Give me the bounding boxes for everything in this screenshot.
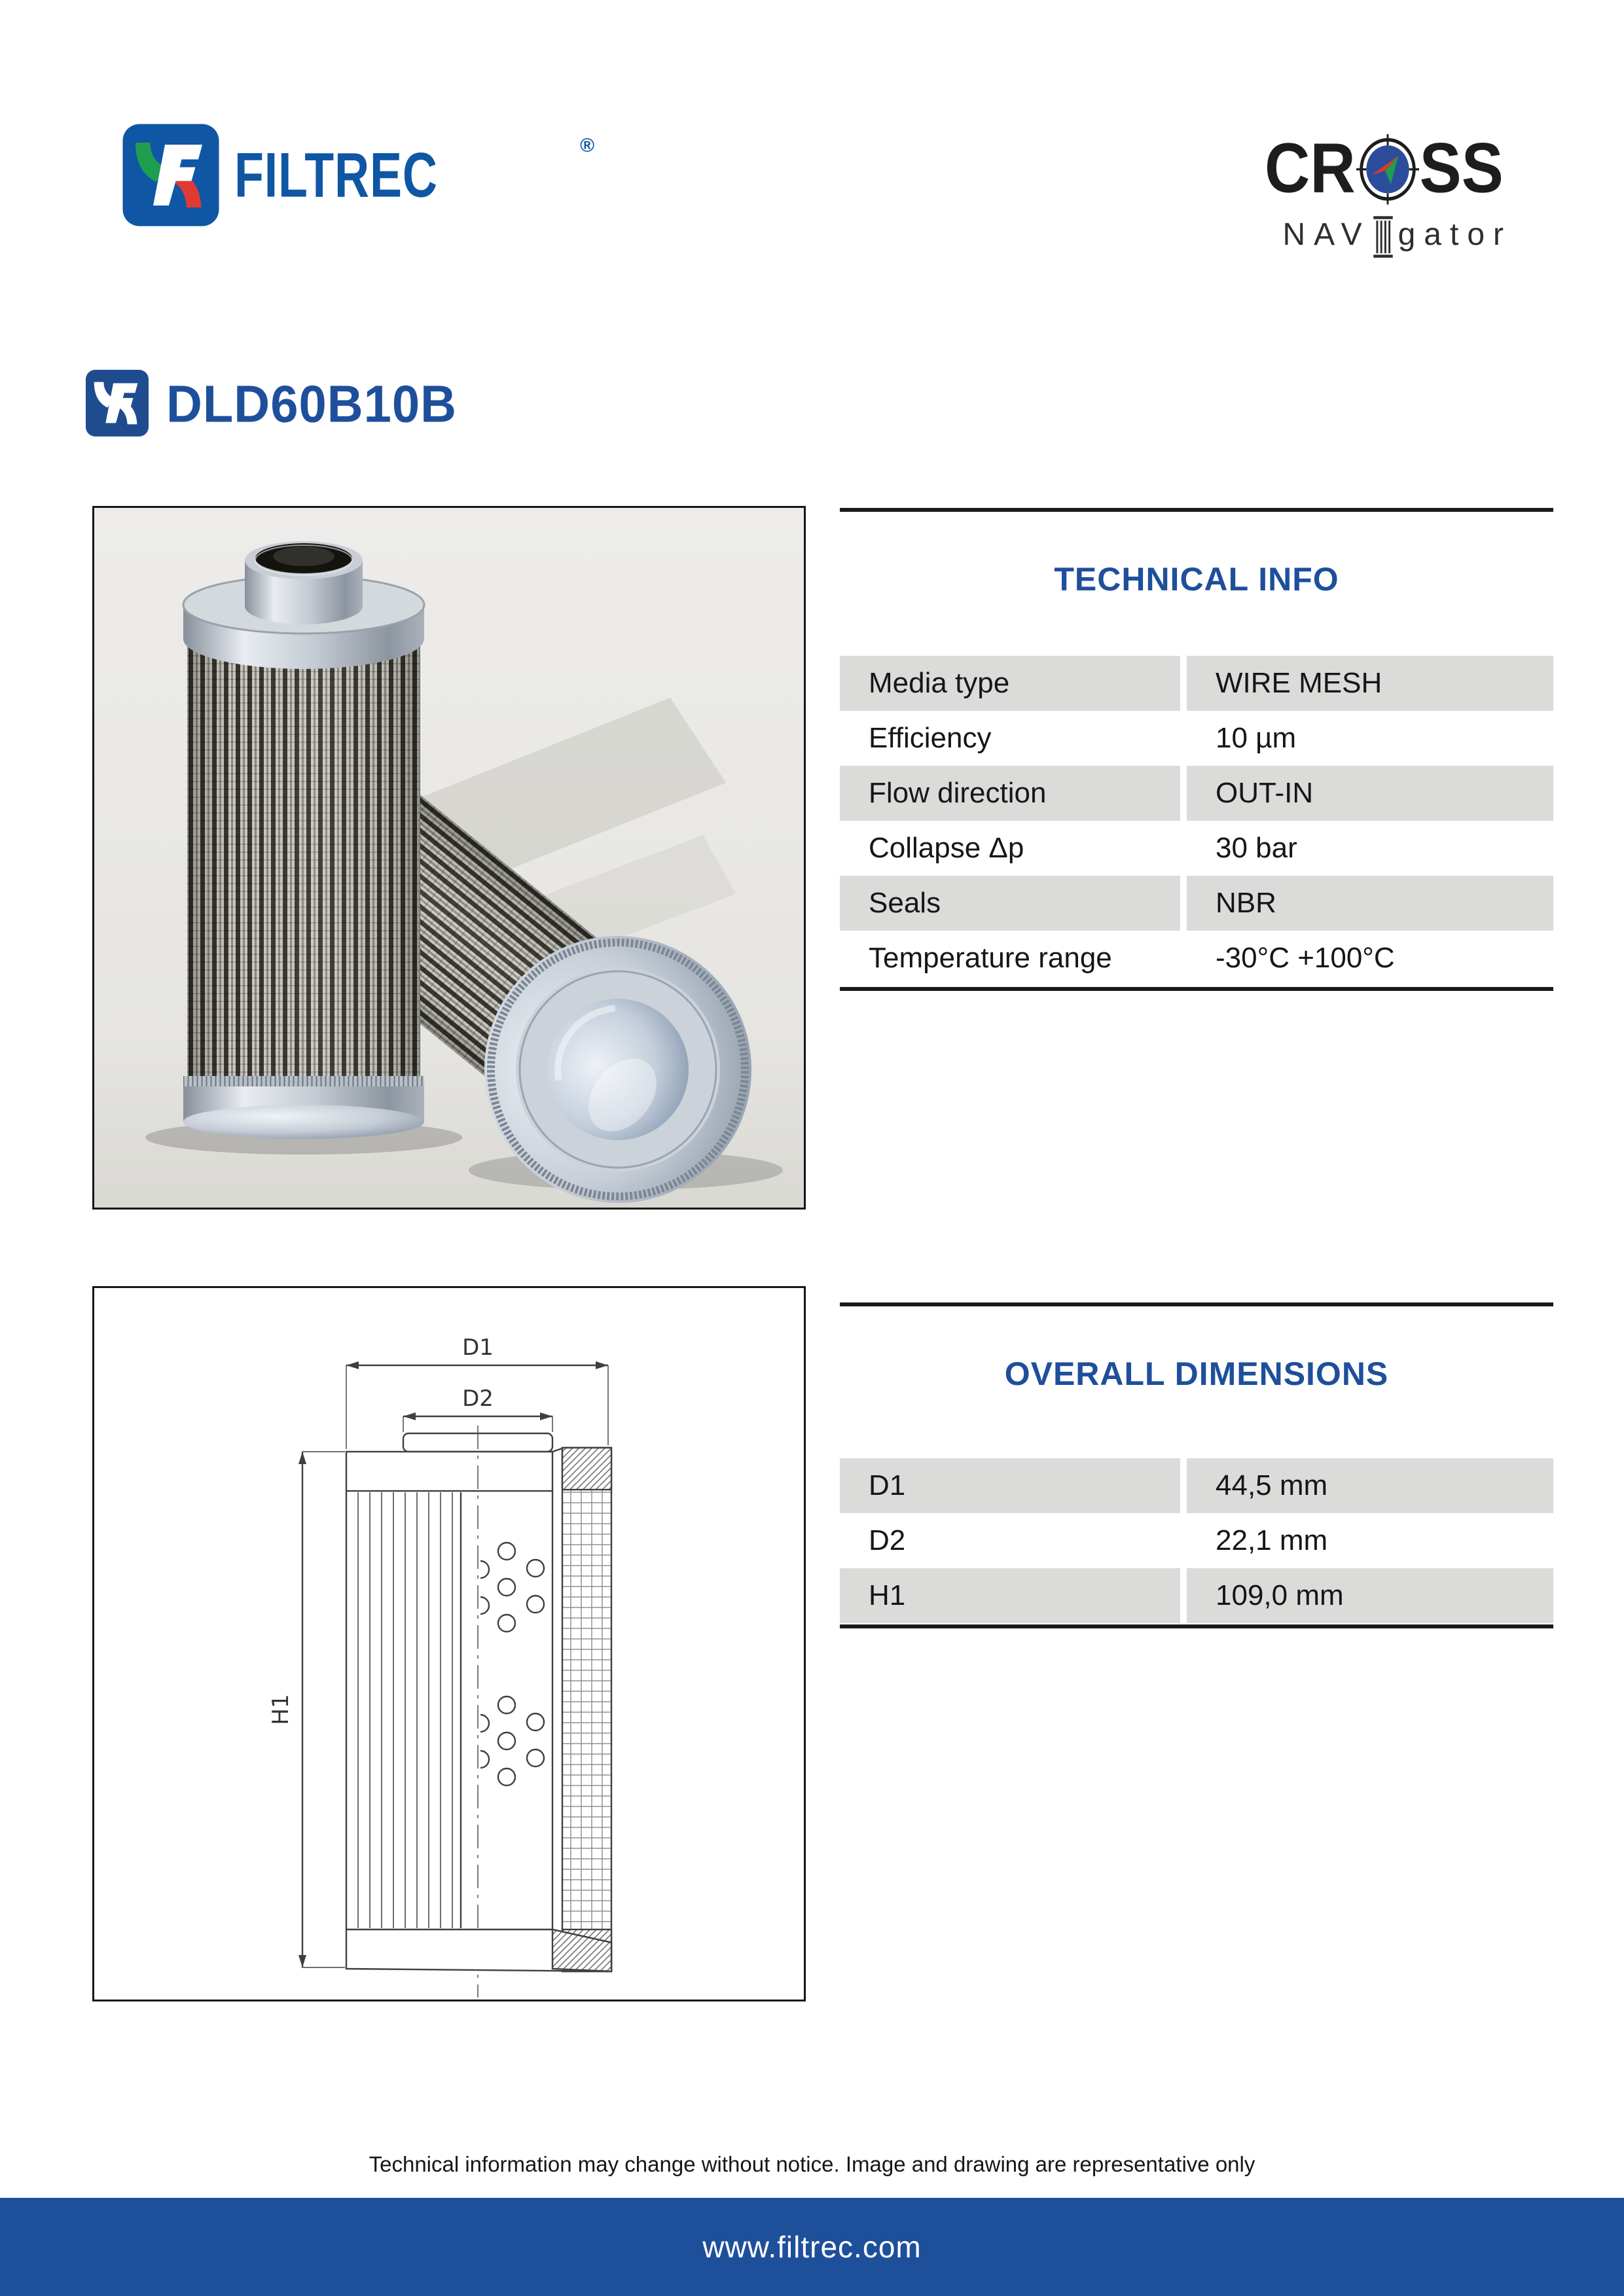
row-label: Seals — [840, 876, 1180, 931]
drawing-label-d2: D2 — [462, 1386, 494, 1412]
footer-bar — [0, 2198, 1624, 2296]
divider-technical-top — [840, 508, 1553, 512]
row-label: Efficiency — [840, 711, 1180, 766]
cross-wordmark — [1265, 128, 1513, 209]
navigator-gator: gator — [1398, 217, 1512, 252]
technical-info-table — [840, 656, 1553, 986]
table-row — [840, 766, 1553, 821]
row-label: Temperature range — [840, 931, 1180, 986]
table-row — [840, 1568, 1553, 1623]
compass-icon — [1356, 134, 1419, 205]
divider-dimensions-bottom — [840, 1624, 1553, 1628]
table-row — [840, 821, 1553, 876]
website-text: www.filtrec.com — [702, 2230, 922, 2264]
row-label: D1 — [840, 1458, 1180, 1513]
row-value: 22,1 mm — [1187, 1513, 1553, 1568]
row-value: 30 bar — [1187, 821, 1553, 876]
product-photo — [92, 506, 806, 1210]
row-value: 10 µm — [1187, 711, 1553, 766]
filtrec-wordmark: FILTREC — [234, 139, 438, 211]
filtrec-f-icon — [122, 123, 220, 228]
row-label: Collapse Δp — [840, 821, 1180, 876]
row-value: 44,5 mm — [1187, 1458, 1553, 1513]
table-row — [840, 931, 1553, 986]
table-row — [840, 1458, 1553, 1513]
cross-wordmark-right: SS — [1419, 129, 1504, 207]
product-code: DLD60B10B — [166, 374, 458, 433]
row-value: -30°C +100°C — [1187, 931, 1553, 986]
cross-navigator-logo — [1265, 128, 1513, 253]
row-value: WIRE MESH — [1187, 656, 1553, 711]
row-label: Media type — [840, 656, 1180, 711]
navigator-wordmark — [1265, 209, 1513, 253]
navigator-nav: NAV — [1282, 217, 1371, 252]
cross-wordmark-left: CR — [1265, 129, 1356, 207]
product-f-icon — [85, 369, 149, 439]
row-label: D2 — [840, 1513, 1180, 1568]
overall-dimensions-table — [840, 1458, 1553, 1623]
registered-trademark: ® — [580, 135, 595, 156]
filtrec-logo — [122, 123, 595, 228]
technical-drawing — [92, 1286, 806, 2001]
row-value: OUT-IN — [1187, 766, 1553, 821]
table-row — [840, 876, 1553, 931]
row-value: NBR — [1187, 876, 1553, 931]
column-icon — [1372, 215, 1394, 258]
drawing-label-d1: D1 — [462, 1335, 494, 1361]
row-label: Flow direction — [840, 766, 1180, 821]
product-title — [85, 369, 457, 439]
disclaimer-text: Technical information may change without notice. Image and drawing are representative only — [369, 2152, 1255, 2176]
technical-info-title: TECHNICAL INFO — [1054, 561, 1339, 598]
drawing-label-h1: H1 — [268, 1694, 294, 1725]
table-row — [840, 711, 1553, 766]
divider-dimensions-top — [840, 1302, 1553, 1306]
row-value: 109,0 mm — [1187, 1568, 1553, 1623]
overall-dimensions-title: OVERALL DIMENSIONS — [1004, 1355, 1389, 1392]
table-row — [840, 656, 1553, 711]
row-label: H1 — [840, 1568, 1180, 1623]
divider-technical-bottom — [840, 987, 1553, 991]
table-row — [840, 1513, 1553, 1568]
